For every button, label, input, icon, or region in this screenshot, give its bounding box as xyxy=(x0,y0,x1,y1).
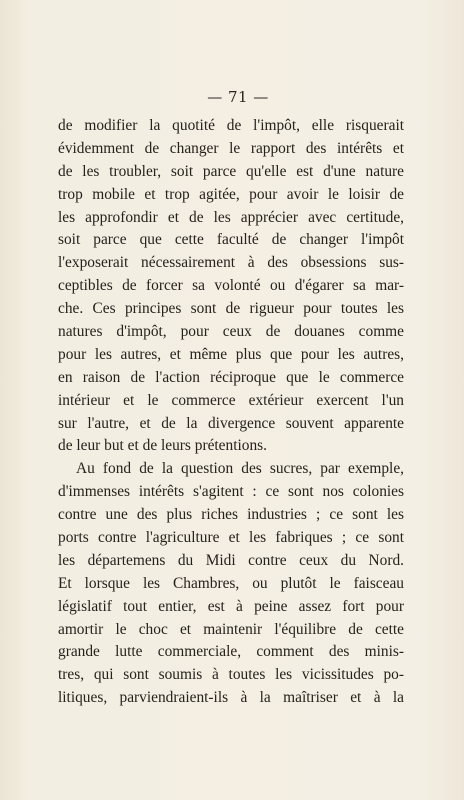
text-line: amortir le choc et maintenir l'équilibre de cette xyxy=(58,620,404,638)
text-line: trop mobile et trop agitée, pour avoir le loisir de xyxy=(58,185,404,203)
text-line: soit parce que cette faculté de changer l'impôt xyxy=(58,231,404,249)
text-line: contre une des plus riches industries ; ce sont les xyxy=(58,506,404,524)
text-line: de les troubler, soit parce qu'elle est d'une nature xyxy=(58,162,404,180)
text-line: en raison de l'action réciproque que le commerce xyxy=(58,368,404,386)
text-line: de modifier la quotité de l'impôt, elle risquerait xyxy=(58,117,404,134)
text-line: grande lutte commerciale, comment des minis- xyxy=(58,643,404,661)
text-line: Et lorsque les Chambres, ou plutôt le faisceau xyxy=(58,574,404,592)
text-line: litiques, parviendraient-ils à la maîtriser et à la xyxy=(58,689,404,707)
text-line: législatif tout entier, est à peine assez fort pour xyxy=(58,597,404,615)
text-line: che. Ces principes sont de rigueur pour toutes les xyxy=(58,300,404,318)
text-line: ceptibles de forcer sa volonté ou d'égarer sa mar- xyxy=(58,277,404,295)
text-line: pour les autres, et même plus que pour les autres, xyxy=(58,345,404,363)
text-line: l'exposerait nécessairement à des obsessions sus- xyxy=(58,254,404,272)
text-line: intérieur et le commerce extérieur exercent l'un xyxy=(58,391,404,409)
body-text xyxy=(58,115,404,710)
text-line: natures d'impôt, pour ceux de douanes comme xyxy=(58,323,404,341)
text-line: sur l'autre, et de la divergence souvent apparente xyxy=(58,414,404,432)
text-line: les approfondir et de les apprécier avec certitude, xyxy=(58,208,404,226)
text-line: d'immenses intérêts s'agitent : ce sont nos colonies xyxy=(58,483,404,501)
text-line: ports contre l'agriculture et les fabriques ; ce sont xyxy=(58,529,404,547)
text-line: tres, qui sont soumis à toutes les vicissitudes po- xyxy=(58,666,404,684)
page-number: — 71 — xyxy=(207,88,269,106)
text-line: les départemens du Midi contre ceux du Nord. xyxy=(58,551,404,569)
paragraph-start-line: Au fond de la question des sucres, par exemple, xyxy=(76,460,404,478)
text-line: de leur but et de leurs prétentions. xyxy=(58,437,267,455)
text-line: évidemment de changer le rapport des intérêts et xyxy=(58,139,404,157)
